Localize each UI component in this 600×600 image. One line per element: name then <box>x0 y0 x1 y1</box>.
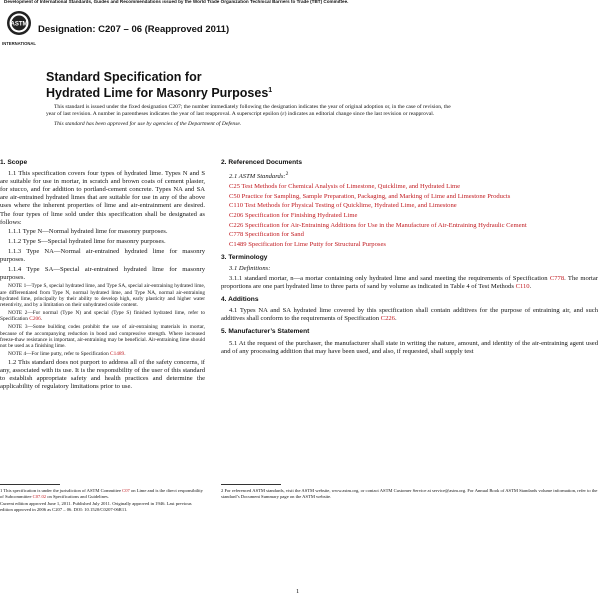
reference-title-link[interactable]: Test Methods for Physical Testing of Quicklime, Hydrated Lime, and Limestone <box>243 202 457 210</box>
reference-item <box>221 212 598 220</box>
paragraph-1-1-4: 1.1.4 Type SA—Special air-entrained hydrated lime for masonry purposes. <box>0 265 205 281</box>
paragraph-1-1-1: 1.1.1 Type N—Normal hydrated lime for masonry purposes. <box>8 228 168 236</box>
link-c07[interactable]: C07 <box>122 488 130 493</box>
page-number: 1 <box>296 588 300 595</box>
footnote-edition: Current edition approved June 1, 2011. Published July 2011. Originally approved in 1946. Last previous edition approved in 2006 as C207 – 06. DOI: 10.1520/C0207-06R11. <box>0 501 192 512</box>
reference-title-link[interactable]: Specification for Lime Putty for Structural Purposes <box>246 241 386 249</box>
reference-title-link[interactable]: Practice for Sampling, Sample Preparation, Packaging, and Marking of Lime and Limestone Products <box>240 192 511 200</box>
paragraph-3-1-1: 3.1.1 standard mortar, n—a mortar containing only hydrated lime and sand meeting the requirements of Specification C778. The mortar proportions are one part hydrated lime to three parts of sand by volume as indicated in Table 4 of Test Methods C110. <box>221 274 598 291</box>
astm-logo-icon <box>4 9 34 49</box>
footnotes-left <box>0 478 205 514</box>
paragraph-3-1: 3.1 Definitions: <box>229 265 271 273</box>
reference-item <box>221 241 598 249</box>
link-c226[interactable]: C226 <box>380 315 395 323</box>
right-column <box>221 159 598 357</box>
footnote-divider <box>221 484 281 485</box>
designation: Designation: C207 – 06 (Reapproved 2011) <box>38 24 230 35</box>
link-c778[interactable]: C778 <box>549 274 565 282</box>
reference-title-link[interactable]: Specification for Air-Entraining Additions for Use in the Manufacture of Air-Entraining Hydraulic Cement <box>243 221 527 229</box>
reference-item <box>221 231 598 239</box>
reference-list <box>221 183 598 249</box>
section-heading-terminology: 3. Terminology <box>221 254 268 262</box>
footnote-1: 1 This specification is under the jurisdiction of ASTM Committee C07 on Lime and is the direct responsibility of Subcommittee C07.02 on Specifications and Guidelines. <box>0 488 203 499</box>
section-heading-manufacturers-statement: 5. Manufacturer’s Statement <box>221 328 310 336</box>
logo-label: INTERNATIONAL <box>2 41 36 46</box>
tbt-banner-text: Development of International Standards, Guides and Recommendations issued by the World Trade Organization Technical Barriers to Trade (TBT) Committee. <box>4 0 349 4</box>
paragraph-1-1-3: 1.1.3 Type NA—Normal air-entrained hydrated lime for masonry purposes. <box>0 247 205 263</box>
reference-title-link[interactable]: Specification for Finishing Hydrated Lime <box>243 212 358 220</box>
note-3: NOTE 3—Some building codes prohibit the use of air-entraining materials in mortar, because of the accompanying reduction in bond and compressive strength. Where increased freeze-thaw resistance is important, air-entraining may be beneficial. Air-entraining lime should not be used as a finishing lime. <box>0 324 205 350</box>
reference-item <box>221 222 598 230</box>
link-c07-02[interactable]: C07.02 <box>32 493 47 499</box>
reference-item <box>221 183 598 191</box>
svg-text:ASTM: ASTM <box>10 21 28 28</box>
note-4: NOTE 4—For lime putty, refer to Specification C1489. <box>8 351 126 358</box>
left-column <box>0 159 205 393</box>
reference-item <box>221 193 598 201</box>
paragraph-2-1: 2.1 ASTM Standards:$^2$ <box>229 171 289 181</box>
paragraph-4-1: 4.1 Types NA and SA hydrated lime covered by this specification shall contain additives for the purpose of entraining air, and such additives shall conform to the requirements of Specification C226. <box>221 307 598 323</box>
reference-code-link[interactable]: C110 <box>229 202 244 210</box>
paragraph-1-1: 1.1 This specification covers four types of hydrated lime. Types N and S are suitable for use in mortar, in scratch and brown coats of cement plaster, for stucco, and for addition to portland-cement concrete. Types NA and SA are air-entrained hydrated limes that are suitable for use in any of the above uses where the inherent properties of lime and air-entrainment are desired. The four types of lime sold under this specification shall be designated as follows: <box>0 170 205 226</box>
reference-code-link[interactable]: C50 <box>229 192 240 200</box>
paragraph-5-1: 5.1 At the request of the purchaser, the manufacturer shall state in writing the nature, amount, and identity of the air-entraining agent used and of any processing addition that may have been used, and also, if requested, shall supply test <box>221 339 598 355</box>
section-heading-referenced-documents: 2. Referenced Documents <box>221 159 302 166</box>
page-title <box>46 70 346 100</box>
title-line-1: Standard Specification for <box>46 70 202 84</box>
title-line-2: Hydrated Lime for Masonry Purposes$^1$ <box>46 86 273 101</box>
reference-code-link[interactable]: C206 <box>229 212 244 220</box>
reference-code-link[interactable]: C1489 <box>229 241 247 249</box>
note-2: NOTE 2—For normal (Type N) and special (Type S) finished hydrated lime, refer to Specification C206. <box>0 310 205 323</box>
section-heading-additions: 4. Additions <box>221 296 259 304</box>
reference-item <box>221 202 598 210</box>
link-c110[interactable]: C110 <box>515 283 530 291</box>
reference-code-link[interactable]: C778 <box>229 231 244 239</box>
reference-title-link[interactable]: Specification for Sand <box>243 231 304 239</box>
paragraph-1-1-2: 1.1.2 Type S—Special hydrated lime for masonry purposes. <box>8 238 166 246</box>
intro-paragraph: This standard is issued under the fixed designation C207; the number immediately following the designation indicates the year of original adoption or, in the case of revision, the year of last revision. A number in parentheses indicates the year of last reapproval. A superscript epsilon (ε) indicates an editorial change since the last revision or reapproval. <box>46 104 451 117</box>
intro-block <box>46 104 454 131</box>
dod-approval-note: This standard has been approved for use by agencies of the Department of Defense. <box>54 121 242 127</box>
reference-code-link[interactable]: C226 <box>229 221 244 229</box>
footnotes-right <box>221 478 598 501</box>
title-footnote-marker: 1 <box>268 87 273 94</box>
section-heading-scope: 1. Scope <box>0 159 28 166</box>
footnote-2: 2 For referenced ASTM standards, visit the ASTM website, www.astm.org, or contact ASTM Customer Service at service@astm.org. For Annual Book of ASTM Standards volume information, refer to the standard’s Document Summary page on the ASTM website. <box>221 488 598 499</box>
link-c1489[interactable]: C1489 <box>110 351 125 358</box>
note-1: NOTE 1—Type S, special hydrated lime, and Type SA, special air-entraining hydrated lime, are differentiated from Type N, normal hydrated lime, and Type NA, normal air-entraining hydrated lime, principally by their ability to develop high, early plasticity and higher water retentivity, and by a limitation on their unhydrated oxide content. <box>0 283 205 309</box>
link-c206[interactable]: C206 <box>29 316 41 323</box>
reference-code-link[interactable]: C25 <box>229 182 240 190</box>
footnote-divider <box>0 484 60 485</box>
tbt-banner <box>0 0 600 6</box>
reference-title-link[interactable]: Test Methods for Chemical Analysis of Limestone, Quicklime, and Hydrated Lime <box>240 182 461 190</box>
paragraph-1-2: 1.2 This standard does not purport to address all of the safety concerns, if any, associated with its use. It is the responsibility of the user of this standard to establish appropriate safety and health practices and determine the applicability of regulatory limitations prior to use. <box>0 358 205 391</box>
